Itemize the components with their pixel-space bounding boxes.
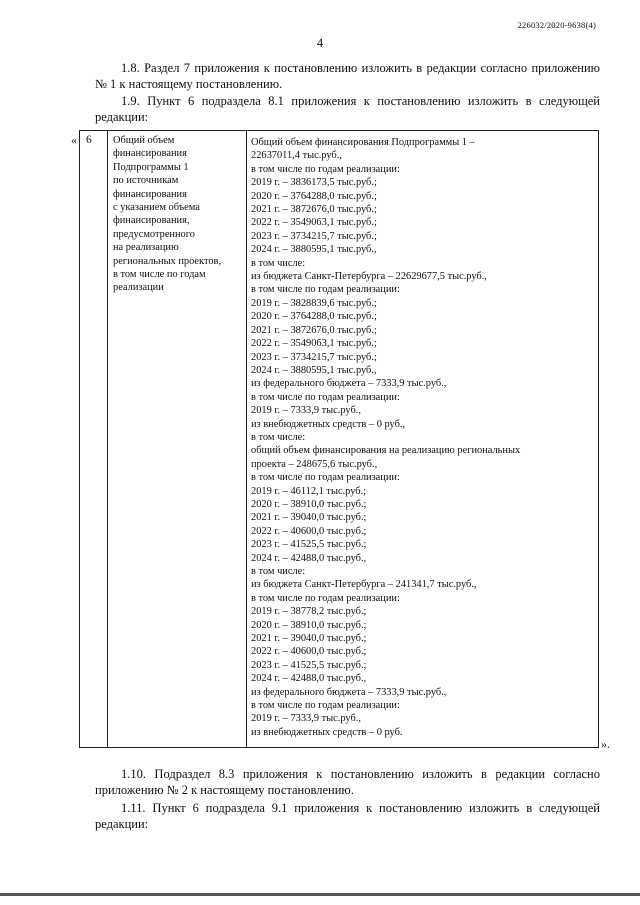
content-line: из бюджета Санкт-Петербурга – 241341,7 тыс.руб., — [251, 579, 477, 591]
content-line: 2023 г. – 3734215,7 тыс.руб.; — [251, 351, 377, 363]
content-line: Общий объем финансирования Подпрограммы 1 – — [251, 137, 475, 148]
content-line: 2023 г. – 41525,5 тыс.руб.; — [251, 539, 367, 551]
content-line: 2019 г. – 46112,1 тыс.руб.; — [251, 485, 367, 497]
content-line: 2019 г. – 7333,9 тыс.руб., — [251, 713, 361, 725]
content-line: 2019 г. – 3828839,6 тыс.руб.; — [251, 297, 377, 309]
content-line: общий объем финансирования на реализацию региональных — [251, 445, 521, 457]
content-line: 2024 г. – 42488,0 тыс.руб., — [251, 673, 367, 685]
content-line: из внебюджетных средств – 0 руб., — [251, 418, 406, 430]
content-line: 2021 г. – 39040,0 тыс.руб.; — [251, 633, 367, 645]
label-line: финансирования, — [113, 215, 190, 227]
content-line: в том числе по годам реализации: — [251, 472, 400, 484]
quote-open-mark: « — [71, 133, 77, 147]
row-number-cell — [80, 131, 108, 747]
content-line: в том числе: — [251, 257, 306, 269]
page-number: 4 — [316, 36, 324, 50]
paragraph-1-10: 1.10. Подраздел 8.3 приложения к постановлению изложить в редакции согласно приложению № 2 к настоящему постановлению. — [95, 767, 600, 797]
content-line: 2020 г. – 38910,0 тыс.руб.; — [251, 619, 367, 631]
content-line: 2022 г. – 3549063,1 тыс.руб.; — [251, 217, 377, 229]
content-line: проекта – 248675,6 тыс.руб., — [251, 458, 378, 470]
label-line: региональных проектов, — [113, 255, 222, 267]
content-line: 2024 г. – 3880595,1 тыс.руб., — [251, 244, 377, 256]
content-line: из федерального бюджета – 7333,9 тыс.руб., — [251, 686, 447, 698]
label-line: финансирования — [113, 188, 187, 200]
content-line: 2023 г. – 41525,5 тыс.руб.; — [251, 659, 367, 671]
content-line: в том числе: — [251, 431, 306, 443]
content-line: 2022 г. – 40600,0 тыс.руб.; — [251, 525, 367, 537]
label-line: с указанием объема — [113, 202, 200, 214]
content-line: в том числе по годам реализации: — [251, 284, 400, 296]
content-line: 2023 г. – 3734215,7 тыс.руб.; — [251, 230, 377, 242]
content-line: в том числе по годам реализации: — [251, 700, 400, 712]
content-line: в том числе по годам реализации: — [251, 592, 400, 604]
content-line: из внебюджетных средств – 0 руб. — [251, 726, 403, 738]
content-line: в том числе по годам реализации: — [251, 163, 400, 175]
content-line: 2021 г. – 3872676,0 тыс.руб.; — [251, 324, 377, 336]
content-line: из федерального бюджета – 7333,9 тыс.руб., — [251, 378, 447, 390]
content-line: в том числе: — [251, 566, 306, 577]
label-line: реализации — [113, 282, 164, 294]
label-line: в том числе по годам — [113, 269, 206, 281]
label-line: Общий объем — [113, 135, 175, 146]
content-line: 2020 г. – 3764288,0 тыс.руб.; — [251, 190, 377, 202]
content-line: 2019 г. – 7333,9 тыс.руб., — [251, 405, 361, 417]
amendment-table — [79, 130, 599, 748]
quote-close-mark: ». — [601, 737, 610, 751]
label-text — [108, 131, 246, 295]
content-text — [247, 131, 598, 739]
content-line: 2019 г. – 38778,2 тыс.руб.; — [251, 606, 367, 618]
row-number: 6 — [86, 134, 92, 146]
content-cell — [247, 131, 598, 747]
content-line: 2024 г. – 3880595,1 тыс.руб., — [251, 364, 377, 376]
paragraph-1-8: 1.8. Раздел 7 приложения к постановлению изложить в редакции согласно приложению № 1 к настоящему постановлению. — [95, 61, 600, 91]
content-line: 2022 г. – 40600,0 тыс.руб.; — [251, 646, 367, 658]
content-line: 2019 г. – 3836173,5 тыс.руб.; — [251, 177, 377, 189]
content-line: 2022 г. – 3549063,1 тыс.руб.; — [251, 338, 377, 350]
content-line: 22637011,4 тыс.руб., — [251, 150, 342, 162]
paragraph-1-9: 1.9. Пункт 6 подраздела 8.1 приложения к постановлению изложить в следующей редакции: — [95, 94, 600, 124]
label-line: по источникам — [113, 175, 179, 187]
content-line: в том числе по годам реализации: — [251, 391, 400, 403]
content-line: из бюджета Санкт-Петербурга – 22629677,5 тыс.руб., — [251, 271, 487, 283]
label-line: на реализацию — [113, 242, 179, 254]
content-line: 2021 г. – 3872676,0 тыс.руб.; — [251, 204, 377, 216]
content-line: 2024 г. – 42488,0 тыс.руб., — [251, 552, 367, 564]
scan-edge-line — [0, 893, 640, 896]
content-line: 2021 г. – 39040,0 тыс.руб.; — [251, 512, 367, 524]
label-line: Подпрограммы 1 — [113, 161, 189, 173]
document-number: 226032/2020-9638(4) — [517, 20, 596, 30]
label-line: финансирования — [113, 148, 187, 160]
label-line: предусмотренного — [113, 228, 195, 240]
label-cell — [108, 131, 247, 747]
content-line: 2020 г. – 38910,0 тыс.руб.; — [251, 498, 367, 510]
content-line: 2020 г. – 3764288,0 тыс.руб.; — [251, 311, 377, 323]
paragraph-1-11: 1.11. Пункт 6 подраздела 9.1 приложения к постановлению изложить в следующей редакции: — [95, 801, 600, 831]
